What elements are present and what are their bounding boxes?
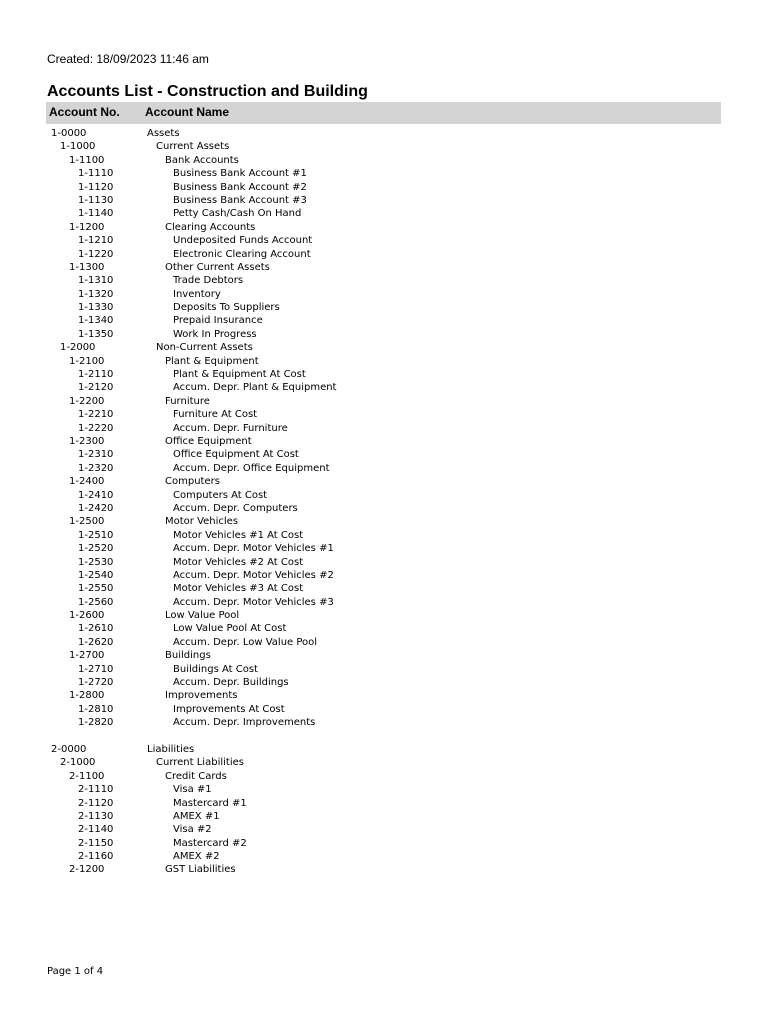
account-name: Accum. Depr. Low Value Pool [173,636,318,648]
account-row [0,181,768,194]
accounts-list [0,127,768,877]
account-number: 1-1200 [69,221,105,233]
account-number: 1-2200 [69,395,105,407]
account-name: Current Assets [156,141,230,153]
account-number: 1-2400 [69,476,105,488]
table-header [46,102,721,124]
account-number: 2-1160 [78,851,114,863]
account-number: 2-1130 [78,810,114,822]
account-name: Undeposited Funds Account [173,235,313,247]
account-row [0,783,768,796]
account-row [0,154,768,167]
account-row [0,515,768,528]
account-number: 2-1120 [78,797,114,809]
account-row [0,609,768,622]
account-number: 1-2810 [78,703,114,715]
account-row [0,649,768,662]
account-row [0,234,768,247]
account-name: Furniture At Cost [173,409,258,421]
account-name: Accum. Depr. Motor Vehicles #3 [173,596,334,608]
account-number: 1-2120 [78,382,114,394]
account-number: 1-2610 [78,623,114,635]
account-row [0,582,768,595]
account-name: Office Equipment At Cost [173,449,299,461]
account-row [0,194,768,207]
account-row [0,408,768,421]
account-row [0,743,768,756]
account-row [0,676,768,689]
account-row [0,355,768,368]
column-header-account-no: Account No. [49,105,120,119]
account-name: Motor Vehicles #1 At Cost [173,529,304,541]
account-number: 1-1320 [78,288,114,300]
account-number: 2-0000 [51,743,87,755]
account-number: 1-2620 [78,636,114,648]
created-timestamp: Created: 18/09/2023 11:46 am [47,52,209,66]
account-number: 1-2700 [69,650,105,662]
account-number: 1-0000 [51,128,87,139]
account-number: 1-1140 [78,208,114,220]
account-row [0,850,768,863]
account-name: Electronic Clearing Account [173,248,311,260]
account-number: 1-2710 [78,663,114,675]
report-title: Accounts List - Construction and Building [47,83,368,100]
account-number: 1-2420 [78,502,114,514]
account-row [0,435,768,448]
account-number: 1-2300 [69,435,105,447]
account-number: 1-2540 [78,569,114,581]
account-number: 1-2820 [78,717,114,729]
account-name: GST Liabilities [165,864,236,876]
account-name: Computers [165,476,220,488]
account-name: Bank Accounts [165,154,239,166]
account-row [0,542,768,555]
account-number: 1-1110 [78,168,114,180]
account-name: Accum. Depr. Motor Vehicles #2 [173,569,334,581]
account-number: 1-1130 [78,194,114,206]
account-row [0,314,768,327]
account-row [0,127,768,140]
account-row [0,529,768,542]
account-number: 1-1350 [78,328,114,340]
account-row [0,502,768,515]
account-name: Accum. Depr. Motor Vehicles #1 [173,543,334,555]
account-number: 2-1000 [60,757,96,769]
account-name: Inventory [173,288,221,300]
account-number: 1-1000 [60,141,96,153]
account-name: Motor Vehicles #2 At Cost [173,556,304,568]
account-name: Clearing Accounts [165,221,256,233]
account-row [0,395,768,408]
account-row [0,863,768,876]
account-number: 1-2320 [78,462,114,474]
account-row [0,489,768,502]
account-name: Deposits To Suppliers [173,302,280,314]
account-row [0,837,768,850]
account-row [0,569,768,582]
account-number: 1-2220 [78,422,114,434]
account-number: 1-1300 [69,261,105,273]
account-name: Mastercard #2 [173,837,247,849]
account-row [0,596,768,609]
account-number: 1-2310 [78,449,114,461]
account-number: 1-2110 [78,369,114,381]
account-name: Accum. Depr. Plant & Equipment [173,382,337,394]
account-row [0,368,768,381]
account-name: Assets [147,128,180,139]
account-number: 1-1340 [78,315,114,327]
account-row [0,475,768,488]
account-name: Low Value Pool [165,610,240,622]
account-row [0,636,768,649]
account-row [0,301,768,314]
account-row [0,663,768,676]
account-name: Accum. Depr. Office Equipment [173,462,330,474]
account-row [0,462,768,475]
account-name: Business Bank Account #2 [173,181,307,193]
account-name: Improvements At Cost [173,703,285,715]
account-name: Office Equipment [165,435,252,447]
account-name: Business Bank Account #1 [173,168,307,180]
account-name: Accum. Depr. Furniture [173,422,288,434]
account-number: 1-2410 [78,489,114,501]
account-row [0,341,768,354]
account-row [0,422,768,435]
account-row [0,556,768,569]
account-name: Business Bank Account #3 [173,194,307,206]
account-name: Work In Progress [173,328,257,340]
account-row [0,716,768,729]
account-row [0,756,768,769]
account-name: Prepaid Insurance [173,315,263,327]
account-number: 1-2550 [78,583,114,595]
account-row [0,770,768,783]
account-name: AMEX #2 [173,851,220,863]
account-name: Mastercard #1 [173,797,247,809]
account-number: 2-1140 [78,824,114,836]
account-row [0,288,768,301]
account-number: 2-1100 [69,770,105,782]
account-name: Motor Vehicles [165,516,239,528]
account-name: Petty Cash/Cash On Hand [173,208,302,220]
account-name: Buildings At Cost [173,663,258,675]
account-number: 1-1210 [78,235,114,247]
account-row [0,248,768,261]
account-number: 1-2560 [78,596,114,608]
account-name: Improvements [165,690,238,702]
account-row [0,448,768,461]
account-row [0,167,768,180]
account-row [0,823,768,836]
account-number: 1-2510 [78,529,114,541]
account-name: Plant & Equipment [165,355,259,367]
account-number: 1-2210 [78,409,114,421]
account-name: Visa #1 [173,784,212,796]
page-number: Page 1 of 4 [47,966,104,977]
account-row [0,207,768,220]
account-number: 1-1330 [78,302,114,314]
account-number: 1-2800 [69,690,105,702]
account-number: 1-2000 [60,342,96,354]
account-name: Plant & Equipment At Cost [173,369,306,381]
section-spacer [0,730,768,743]
account-name: Non-Current Assets [156,342,253,354]
account-number: 1-1220 [78,248,114,260]
account-number: 1-1120 [78,181,114,193]
account-number: 1-2500 [69,516,105,528]
account-row [0,689,768,702]
account-name: Credit Cards [165,770,227,782]
account-name: Visa #2 [173,824,212,836]
account-row [0,261,768,274]
account-name: AMEX #1 [173,810,220,822]
account-row [0,381,768,394]
account-row [0,140,768,153]
account-name: Accum. Depr. Buildings [173,677,289,689]
account-name: Low Value Pool At Cost [173,623,287,635]
account-name: Accum. Depr. Improvements [173,717,316,729]
account-number: 2-1110 [78,784,114,796]
account-name: Accum. Depr. Computers [173,502,298,514]
account-row [0,274,768,287]
account-row [0,622,768,635]
account-number: 1-2720 [78,677,114,689]
account-name: Computers At Cost [173,489,268,501]
account-row [0,810,768,823]
account-name: Liabilities [147,743,195,755]
account-row [0,797,768,810]
account-number: 1-2530 [78,556,114,568]
account-number: 1-1100 [69,154,105,166]
account-number: 1-1310 [78,275,114,287]
account-name: Motor Vehicles #3 At Cost [173,583,304,595]
account-number: 1-2520 [78,543,114,555]
account-row [0,328,768,341]
account-name: Other Current Assets [165,261,270,273]
account-number: 2-1200 [69,864,105,876]
account-number: 1-2100 [69,355,105,367]
account-number: 1-2600 [69,610,105,622]
account-name: Trade Debtors [173,275,244,287]
account-name: Furniture [165,395,210,407]
account-row [0,703,768,716]
account-row [0,221,768,234]
account-number: 2-1150 [78,837,114,849]
column-header-account-name: Account Name [145,105,230,119]
account-name: Current Liabilities [156,757,244,769]
account-name: Buildings [165,650,211,662]
